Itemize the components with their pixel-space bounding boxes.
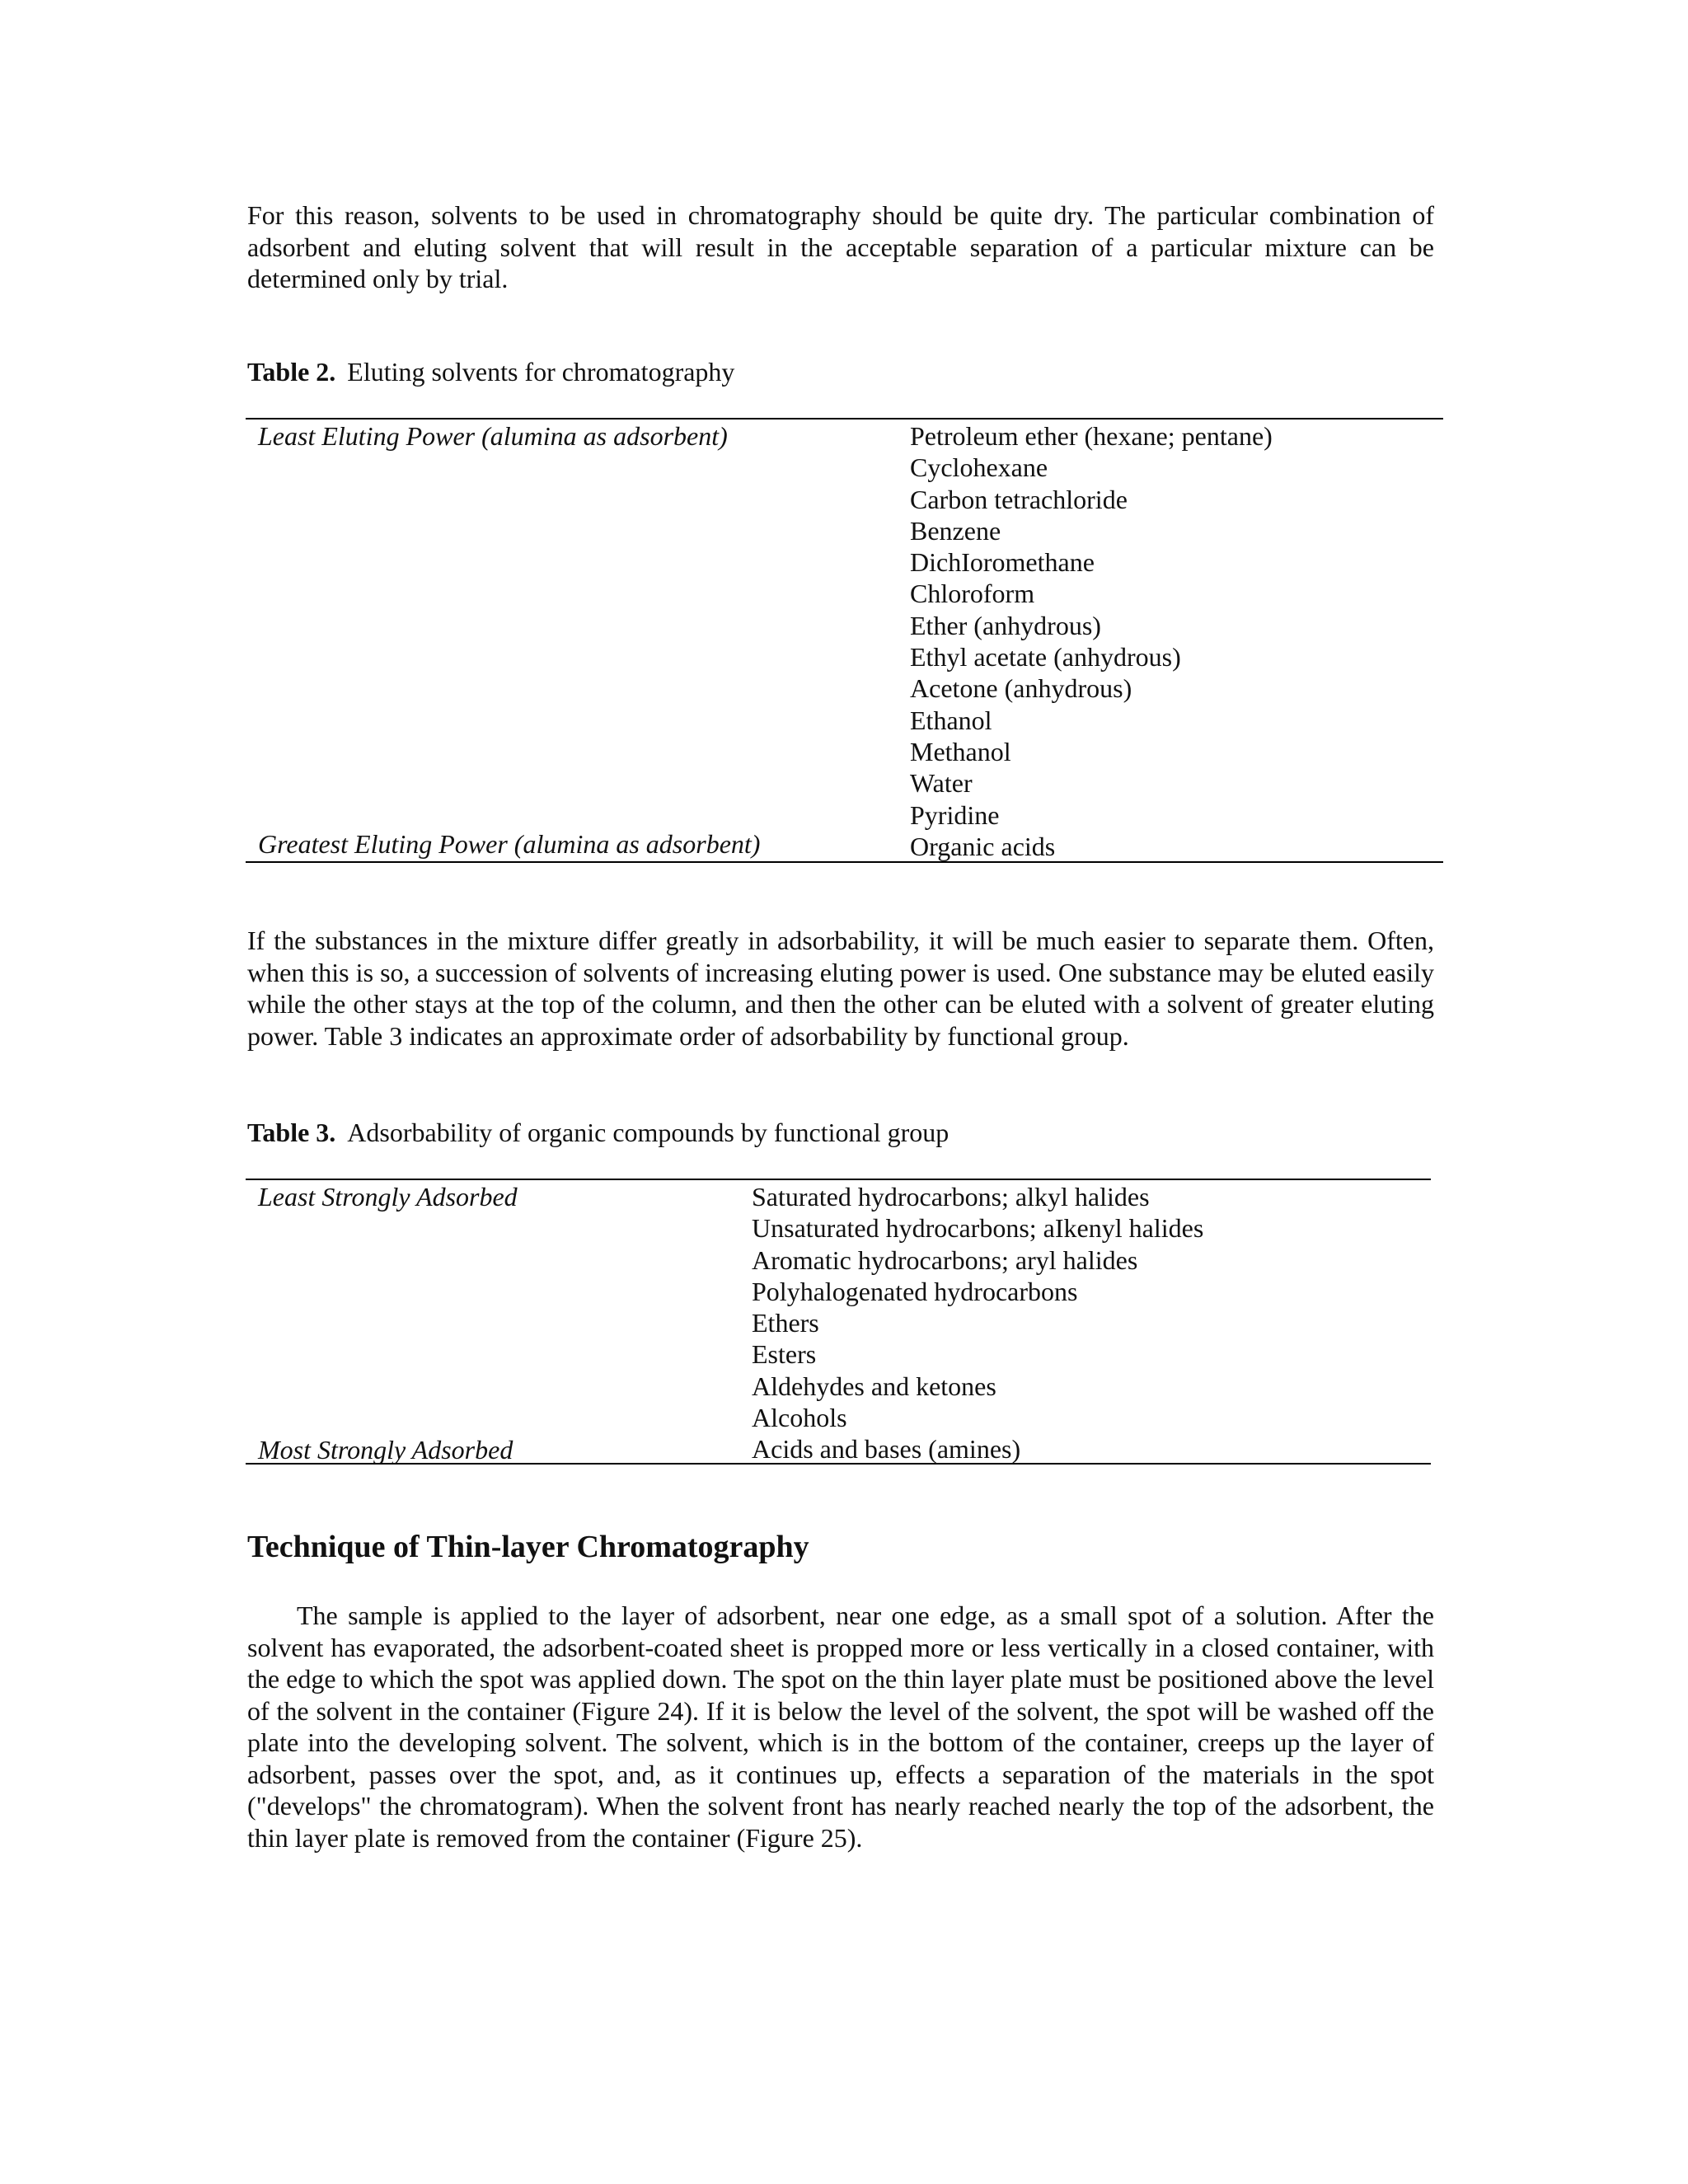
table2-label: Table 2. (247, 357, 336, 387)
table3-top-rule (246, 1179, 1431, 1180)
solvent-item: Cyclohexane (910, 452, 1048, 483)
table2-top-rule (246, 418, 1443, 419)
section-heading: Technique of Thin-layer Chromatography (247, 1530, 809, 1564)
table2-caption-text: Eluting solvents for chromatography (347, 357, 735, 387)
functional-group-item: Aromatic hydrocarbons; aryl halides (752, 1244, 1138, 1275)
functional-group-item: Saturated hydrocarbons; alkyl halides (752, 1182, 1150, 1212)
solvent-item: Acetone (anhydrous) (910, 673, 1132, 704)
solvent-item: Water (910, 768, 973, 799)
functional-group-item: Esters (752, 1339, 817, 1370)
solvent-item: Chloroform (910, 579, 1035, 609)
solvent-item: Petroleum ether (hexane; pentane) (910, 421, 1273, 451)
functional-group-item: Alcohols (752, 1403, 847, 1433)
solvent-item: Ethyl acetate (anhydrous) (910, 642, 1181, 673)
table2-greatest-label: Greatest Eluting Power (alumina as adsorbent) (258, 829, 761, 859)
table3-bottom-rule (246, 1463, 1431, 1465)
solvent-item: DichIoromethane (910, 547, 1095, 578)
table2-caption (247, 356, 734, 387)
functional-group-item: Ethers (752, 1308, 819, 1338)
intro-paragraph: For this reason, solvents to be used in chromatography should be quite dry. The particular combination of adsorbent and eluting solvent that will result in the acceptable separation of a particular mixture can be determined only by trial. (247, 200, 1434, 293)
table2-solvent-list (910, 420, 1273, 862)
table3-caption (247, 1117, 949, 1148)
solvent-item: Pyridine (910, 799, 1000, 830)
functional-group-item: Unsaturated hydrocarbons; aIkenyl halides (752, 1213, 1204, 1244)
section-paragraph: The sample is applied to the layer of adsorbent, near one edge, as a small spot of a solution. After the solvent has evaporated, the adsorbent-coated sheet is propped more or less vertically in a closed container, with the edge to which the spot was applied down. The spot on the thin layer plate must be positioned above the level of the solvent in the container (Figure 24). If it is below the level of the solvent, the spot will be washed off the plate into the developing solvent. The solvent, which is in the bottom of the container, creeps up the layer of adsorbent, passes over the spot, and, as it continues up, effects a separation of the materials in the spot ("develops" the chromatogram). When the solvent front has nearly reached nearly the top of the adsorbent, the thin layer plate is removed from the container (Figure 25). (247, 1601, 1434, 1853)
solvent-item: Ether (anhydrous) (910, 610, 1101, 640)
middle-paragraph: If the substances in the mixture differ greatly in adsorbability, it will be much easier to separate them. Often, when this is so, a succession of solvents of increasing eluting power is used. One substance may be eluted easily while the other stays at the top of the column, and then the other can be eluted with a solvent of greater eluting power. Table 3 indicates an approximate order of adsorbability by functional group. (247, 926, 1434, 1051)
table3-most-label: Most Strongly Adsorbed (258, 1435, 513, 1465)
table3-caption-text: Adsorbability of organic compounds by functional group (347, 1118, 950, 1147)
functional-group-item: Aldehydes and ketones (752, 1371, 996, 1401)
table2-least-label: Least Eluting Power (alumina as adsorbent) (258, 421, 728, 451)
functional-group-item: Polyhalogenated hydrocarbons (752, 1276, 1078, 1306)
table3-least-label: Least Strongly Adsorbed (258, 1182, 518, 1212)
solvent-item: Benzene (910, 515, 1001, 546)
table2-bottom-rule (246, 861, 1443, 863)
functional-group-item: Acids and bases (amines) (752, 1434, 1021, 1465)
solvent-item: Organic acids (910, 831, 1056, 861)
solvent-item: Carbon tetrachloride (910, 484, 1128, 514)
table3-label: Table 3. (247, 1118, 336, 1147)
solvent-item: Ethanol (910, 705, 992, 735)
solvent-item: Methanol (910, 736, 1011, 766)
table3-group-list (752, 1181, 1203, 1465)
